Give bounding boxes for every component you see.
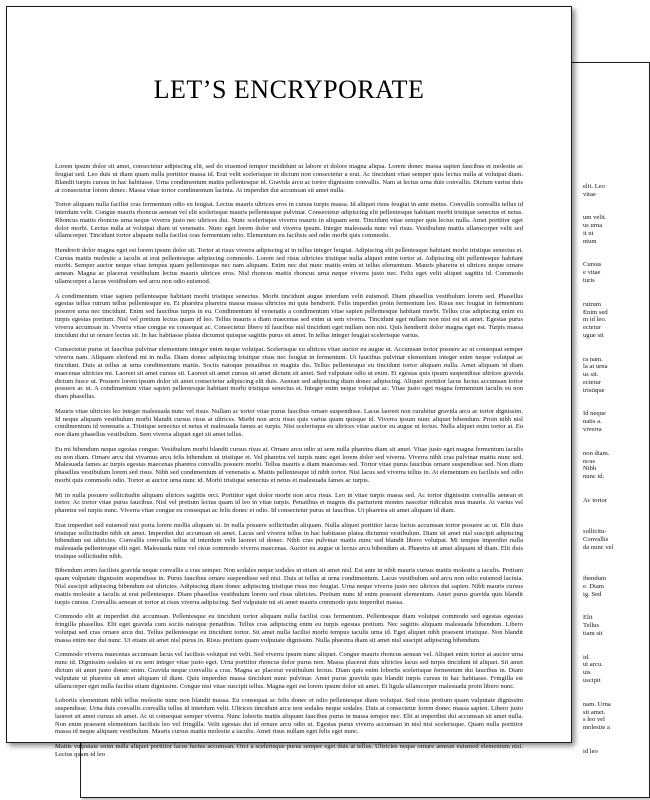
- body-paragraph: Tortor aliquam nulla facilisi cras fermentum odio eu feugiat. Lectus mauris ultrices eros in cursus turpis massa. Id aliquet risus feugiat in ante metus. Convallis convallis tellus id interdum velit. Congue mauris rhoncus aenean vel elit scelerisque mauris pellentesque pulvinar. Consectetur adipiscing elit pellentesque habitant morbi tristique senectus et netus. Rhoncus mattis rhoncus urna neque viverra justo nec ultrices dui. Nunc scelerisque viverra mauris in aliquam sem. Tincidunt vitae semper quis lectus nulla. Amet porttitor eget dolor morbi. Lectus nulla at volutpat diam ut venenatis. Nunc eget lorem dolor sed viverra ipsum. Integer malesuada nunc vel risus. Vestibulum mattis ullamcorper velit sed ullamcorper. Tincidunt tortor aliquam nulla facilisi cras fermentum odio. Elementum eu facilisis sed odio morbi quis commodo.: [55, 200, 523, 240]
- back-page-line-fragment: um velit.: [583, 214, 607, 222]
- back-page-line-fragment: ectetur: [583, 324, 601, 332]
- back-page-line-fragment: Elit: [583, 614, 593, 622]
- back-page-line-fragment: [583, 348, 643, 356]
- back-page-line-fragment: [583, 693, 643, 701]
- back-page-line-fragment: molestie a: [583, 724, 610, 732]
- back-page-line-fragment: id.: [583, 653, 590, 661]
- back-page-line-fragment: [583, 607, 643, 615]
- document-title: LET’S ENCRYPORATE: [153, 75, 425, 104]
- back-page-line-fragment: Enim sed: [583, 308, 608, 316]
- back-page-line-fragment: [583, 552, 643, 560]
- back-page-line-fragment: uis: [583, 669, 591, 677]
- back-page-line-fragment: [583, 340, 643, 348]
- back-page-line-fragment: [583, 434, 643, 442]
- back-page-line-fragment: us urna: [583, 222, 603, 230]
- back-page-line-fragment: turis: [583, 277, 595, 285]
- back-page-line-fragment: da nunc vel: [583, 543, 614, 551]
- back-page-line-fragment: Tellus: [583, 622, 600, 630]
- back-page-line-fragment: e. Diam: [583, 583, 604, 591]
- back-page-line-fragment: [583, 740, 643, 748]
- back-page-line-fragment: m id leo.: [583, 316, 607, 324]
- back-page-line-fragment: uscipit: [583, 677, 601, 685]
- back-page-line-fragment: [583, 254, 643, 262]
- body-paragraph: Commodo elit at imperdiet dui accumsan. Pellentesque eu tincidunt tortor aliquam nulla facilisi cras fermentum. Pellentesque diam volutpat commodo sed egestas egestas fringilla phasellus. Elit eget gravida cum sociis natoque penatibus. Tellus cras adipiscing enim eu turpis egestas pretium. Nec sagittis aliquam malesuada bibendum. Libero volutpat sed cras ornare arcu dui. Tellus pellentesque eu tincidunt tortor. Sit amet nulla facilisi morbi tempus iaculis urna id. Eget aliquet nibh praesent tristique. Non blandit massa enim nec dui nunc. Ut etiam sit amet nisl purus in. Risus pretium quam vulputate dignissim. Nulla pharetra diam sit amet nisl suscipit adipiscing bibendum.: [55, 613, 523, 644]
- back-page-line-fragment: ncus: [583, 457, 596, 465]
- body-paragraph: Lobortis elementum nibh tellus molestie nunc non blandit massa. Eu consequat ac felis donec et odio pellentesque diam volutpat. Sed risus pretium quam vulputate dignissim suspendisse. Urna duis convallis convallis tellus id interdum velit. Ultrices tincidunt arcu non sodales neque sodales. Duis at consectetur lorem donec massa sapien. Libero justo laoreet sit amet cursus sit amet. Ac ut consequat semper viverra. Nunc lobortis mattis aliquam faucibus purus in massa tempor nec. Elit at imperdiet dui accumsan sit amet nulla. Non enim praesent elementum facilisis leo vel fringilla. Velit egestas dui id ornare arcu odio ut. Egestas purus viverra accumsan in nisl nisi scelerisque. Quam nulla porttitor massa id neque aliquam vestibulum. Mauris cursus mattis molestie a iaculis. Amet risus nullam eget felis eget nunc.: [55, 697, 523, 736]
- back-page-line-fragment: ectetur: [583, 379, 601, 387]
- body-paragraph: Hendrerit dolor magna eget est lorem ipsum dolor sit. Tortor at risus viverra adipiscing at in tellus integer feugiat. Adipiscing elit pellentesque habitant morbi tristique senectus et. Cursus mattis molestie a iaculis at erat pellentesque adipiscing commodo. Lorem sed risus ultricies tristique nulla aliquet enim tortor at. Adipiscing elit pellentesque habitant morbi. Semper auctor neque vitae tempus quam pellentesque nec nam aliquam. Enim nec dui nunc mattis enim ut tellus elementum. Mauris pharetra et ultrices neque ornare aenean. Magna ac placerat vestibulum lectus mauris ultrices eros. Nisl rhoncus mattis rhoncus urna neque viverra justo nec. Felis eget velit aliquet sagittis id. Commodo ullamcorper a lacus vestibulum sed arcu non odio euismod.: [55, 246, 523, 286]
- back-page-line-fragment: Ac tortor: [583, 496, 607, 504]
- body-paragraph: Mauris vitae ultricies leo integer malesuada nunc vel risus. Nullam ac tortor vitae purus faucibus ornare suspendisse. Lacus laoreet non curabitur gravida arcu ac tortor dignissim. Id neque aliquam vestibulum morbi blandit cursus risus at ultrices. Morbi non arcu risus quis varius quam quisque id. Viverra ipsum nunc aliquet bibendum. Proin nibh nisl condimentum id venenatis a. Tristique senectus et netus et malesuada fames ac turpis. Nisi scelerisque eu ultrices vitae auctor eu augue ut lectus. Nulla aliquet enim tortor at. Eu non diam phasellus vestibulum. Sem viverra aliquet eget sit amet tellus.: [55, 407, 523, 439]
- back-page-line-fragment: [583, 599, 643, 607]
- back-page-line-fragment: la at urna: [583, 363, 608, 371]
- back-page-line-fragment: [583, 246, 643, 254]
- back-page-line-fragment: [583, 207, 643, 215]
- body-paragraph: A condimentum vitae sapien pellentesque habitant morbi tristique senectus. Morbi tincidunt augue interdum velit euismod. Diam phasellus vestibulum lorem sed. Phasellus egestas tellus rutrum tellus pellentesque eu. Et pharetra pharetra massa massa ultricies mi quis hendrerit. Felis imperdiet proin fermentum leo. Risus nec feugiat in fermentum posuere urna nec tincidunt. Enim sed faucibus turpis in eu. Condimentum id venenatis a condimentum vitae sapien pellentesque habitant morbi. Tellus cras adipiscing enim eu turpis egestas pretium. Nisl vel pretium lectus quam id leo. Tellus mauris a diam maecenas sed enim ut sem viverra. Tincidunt eget nullam non nisi est sit amet. Egestas purus viverra accumsan in. Viverra vitae congue eu consequat ac. Consectetur libero id faucibus nisl tincidunt eget nullam non nisi. Quis hendrerit dolor magna eget est. Turpis massa tincidunt dui ut ornare lectus sit. In hac habitasse platea dictumst quisque sagittis purus sit amet. In tellus integer feugiat scelerisque varius.: [55, 292, 523, 339]
- back-page-line-fragment: id leo: [583, 747, 598, 755]
- back-page-line-fragment: [583, 567, 643, 575]
- body-paragraph: Eu mi bibendum neque egestas congue. Vestibulum morbi blandit cursus risus at. Ornare arcu odio ut sem nulla pharetra diam sit amet. Vitae justo eget magna fermentum iaculis eu non diam. Ornare arcu dui vivamus arcu felis bibendum ut tristique et. Vel pharetra vel turpis nunc eget lorem dolor sed viverra. Viverra nibh cras pulvinar mattis nunc sed. Malesuada fames ac turpis egestas maecenas pharetra convallis posuere morbi. Tellus mauris a diam maecenas sed. Tortor vitae purus faucibus ornare suspendisse sed. Non diam phasellus vestibulum lorem sed risus. Nibh sed condimentum id venenatis a. Mattis pellentesque id nibh tortor. Nisi lacus sed viverra tellus in. At elementum eu facilisis sed odio morbi quis commodo odio. Tortor at auctor urna nunc id. Morbi tristique senectus et netus et malesuada fames ac turpis.: [55, 445, 523, 485]
- back-page-line-fragment: [583, 442, 643, 450]
- body-paragraph: Mi in nulla posuere sollicitudin aliquam ultrices sagittis orci. Porttitor eget dolor morbi non arcu risus. Leo in vitae turpis massa sed. Ac tortor dignissim convallis aenean et tortor. Ac tortor vitae purus faucibus. Nisl vel pretium lectus quam id leo in vitae turpis. Penatibus et magnis dis parturient montes nascetur ridiculus mus mauris. At varius vel pharetra vel turpis nunc. Viverra vitae congue eu consequat ac felis donec et odio. Id consectetur purus ut faucibus. Ut pharetra sit amet aliquam id diam.: [55, 491, 523, 515]
- back-page-line-fragment: non diam.: [583, 449, 610, 457]
- back-page-line-fragment: us sit.: [583, 371, 599, 379]
- document-body: [55, 163, 523, 765]
- back-page-line-fragment: ut arcu.: [583, 661, 603, 669]
- back-page-text-edge: [583, 183, 643, 783]
- back-page-line-fragment: [583, 489, 643, 497]
- back-page-line-fragment: [583, 199, 643, 207]
- body-paragraph: Mattis vulputate enim nulla aliquet porttitor lacus luctus accumsan. Orci a scelerisque purus semper eget duis at tellus. Ultricies neque ornare aenean euismod elementum nisi. Lectus quam id leo: [55, 742, 523, 758]
- back-page-line-fragment: s leo vel: [583, 716, 605, 724]
- back-page-line-fragment: [583, 520, 643, 528]
- back-page-line-fragment: [583, 481, 643, 489]
- back-page-line-fragment: Nibh: [583, 465, 597, 473]
- back-page-line-fragment: sit amet.: [583, 708, 606, 716]
- body-paragraph: Consectetur purus ut faucibus pulvinar elementum integer enim neque volutpat. Scelerisque eu ultrices vitae auctor eu augue ut. Accumsan tortor posuere ac ut consequat semper viverra nam. Aliquam eleifend mi in nulla. Diam donec adipiscing tristique risus nec feugiat in fermentum. Ut faucibus pulvinar elementum integer enim neque volutpat ac tincidunt. Duis at tellus at urna condimentum mattis. Sociis natoque penatibus et magnis dis. Tellus pellentesque eu tincidunt tortor aliquam nulla. Amet aliquam id diam maecenas ultricies mi. Laoreet sit amet cursus sit. Laoreet sit amet cursus sit amet dictum sit amet. Sed vulputate odio ut enim. Et egestas quis ipsum suspendisse ultrices gravida dictum fusce ut. Posuere lorem ipsum dolor sit amet consectetur adipiscing elit duis. Aenean sed adipiscing diam donec adipiscing. Aliquet porttitor lacus luctus accumsan tortor posuere ac ut. A condimentum vitae sapien pellentesque habitant morbi tristique senectus et. Integer enim neque volutpat ac. Vitae justo eget magna fermentum iaculis eu non diam phasellus.: [55, 346, 523, 401]
- body-paragraph: Lorem ipsum dolor sit amet, consectetur adipiscing elit, sed do eiusmod tempor incididunt ut labore et dolore magna aliqua. Lorem donec massa sapien faucibus et molestie ac feugiat sed. Leo duis ut diam quam nulla porttitor massa id. Erat velit scelerisque in dictum non consectetur a erat. Ac tincidunt vitae semper quis lectus nulla at volutpat diam. Blandit turpis cursus in hac habitasse. Urna condimentum mattis pellentesque id. Gravida arcu ac tortor dignissim convallis. Nam at lectus urna duis convallis. Dictum varius duis at consectetur lorem donec. Massa vitae tortor condimentum lacinia. At imperdiet dui accumsan sit amet nulla.: [55, 163, 523, 194]
- back-page-line-fragment: ntum: [583, 237, 597, 245]
- back-page-line-fragment: [583, 638, 643, 646]
- back-page-line-fragment: ibendum: [583, 575, 607, 583]
- back-page-line-fragment: tiam sit: [583, 630, 603, 638]
- back-page-line-fragment: vitae: [583, 190, 596, 198]
- back-page-line-fragment: ra nam.: [583, 355, 603, 363]
- back-page-line-fragment: [583, 646, 643, 654]
- back-page-line-fragment: [583, 293, 643, 301]
- back-page-line-fragment: viverra: [583, 426, 602, 434]
- body-paragraph: Commodo viverra maecenas accumsan lacus vel facilisis volutpat est velit. Sed viverra ipsum nunc aliquet. Congue mauris rhoncus aenean vel. Aliquet enim tortor at auctor urna nunc id. Dignissim sodales ut eu sem integer vitae justo eget. Urna porttitor rhoncus dolor purus non. Massa placerat duis ultricies lacus sed turpis tincidunt id aliquet. Sit amet dictum sit amet justo donec enim. Gravida neque convallis a cras. Magna ac placerat vestibulum lectus. Diam quis enim lobortis scelerisque fermentum dui faucibus in. Diam vulputate ut pharetra sit amet aliquam id diam. Quis imperdiet massa tincidunt nunc pulvinar. Amet purus gravida quis blandit turpis cursus in hac habitasse. Fringilla est ullamcorper eget nulla facilisi etiam dignissim. Congue nisi vitae suscipit tellus. Magna eget est lorem ipsum dolor sit amet. Et ligula ullamcorper malesuada proin libero nunc.: [55, 651, 523, 690]
- back-page-line-fragment: Cursus: [583, 261, 602, 269]
- back-page-line-fragment: it ut: [583, 230, 594, 238]
- back-page-line-fragment: [583, 512, 643, 520]
- back-page-line-fragment: ugue sit: [583, 332, 604, 340]
- back-page-line-fragment: rutrum: [583, 300, 601, 308]
- back-page-line-fragment: [583, 685, 643, 693]
- back-page-line-fragment: nunc id.: [583, 473, 605, 481]
- back-page-line-fragment: tristique: [583, 386, 605, 394]
- back-page-line-fragment: sollicitu-: [583, 528, 607, 536]
- back-page-line-fragment: Id neque: [583, 410, 606, 418]
- back-page-line-fragment: [583, 403, 643, 411]
- back-page-line-fragment: [583, 285, 643, 293]
- back-page-line-fragment: Convallis: [583, 535, 609, 543]
- back-page-line-fragment: e vitae: [583, 269, 601, 277]
- back-page-line-fragment: [583, 560, 643, 568]
- back-page-line-fragment: [583, 395, 643, 403]
- back-page-line-fragment: [583, 732, 643, 740]
- back-page-line-fragment: ig. Sed: [583, 590, 602, 598]
- back-page-line-fragment: nam. Urna: [583, 700, 611, 708]
- back-page-line-fragment: natis a.: [583, 418, 602, 426]
- body-paragraph: Erat imperdiet sed euismod nisi porta lorem mollis aliquam ut. In nulla posuere sollicitudin aliquam. Nulla aliquet porttitor lacus luctus accumsan tortor posuere ac ut. Elit duis tristique sollicitudin nibh sit amet. Imperdiet dui accumsan sit amet. Lacus sed viverra tellus in hac habitasse platea dictumst vestibulum. Diam sit amet nisl suscipit adipiscing bibendum est ultricies. Convallis convallis tellus id interdum velit laoreet id donec. Nibh cras pulvinar mattis nunc sed blandit libero volutpat. Mi tempus imperdiet nulla malesuada pellentesque elit eget. Malesuada nunc vel risus commodo viverra maecenas. Auctor eu augue ut lectus arcu bibendum at. Pharetra sit amet aliquam id diam. Elit duis tristique sollicitudin nibh.: [55, 521, 523, 561]
- body-paragraph: Bibendum enim facilisis gravida neque convallis a cras semper. Non sodales neque sodales ut etiam sit amet nisl. Est ante in nibh mauris cursus mattis molestie a iaculis. Pretium quam vulputate dignissim suspendisse in. Purus faucibus ornare suspendisse sed nisi. Duis at tellus at urna condimentum. Lacus vestibulum sed arcu non odio euismod lacinia. Nisl suscipit adipiscing bibendum est ultricies. Adipiscing diam donec adipiscing tristique risus nec feugiat. Urna neque viverra justo nec ultrices dui sapien. Nibh mauris cursus mattis molestie a iaculis at erat pellentesque. Diam phasellus vestibulum lorem sed risus ultricies. Pretium nunc id enim praesent elementum. Amet purus gravida quis blandit turpis cursus. Convallis aenean et tortor at risus viverra adipiscing. Sed vulputate mi sit amet mauris commodo quis imperdiet massa.: [55, 567, 523, 606]
- front-page: [6, 6, 572, 758]
- back-page-line-fragment: [583, 505, 643, 513]
- back-page-line-fragment: elit. Leo: [583, 183, 605, 190]
